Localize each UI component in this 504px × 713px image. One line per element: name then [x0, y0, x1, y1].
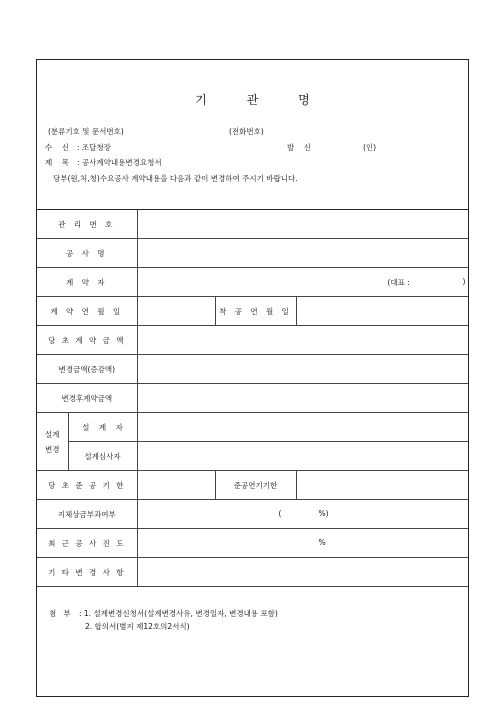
penalty-percent: %) — [318, 509, 329, 518]
title-char-1: 기 — [195, 93, 209, 107]
row-contractor — [37, 268, 468, 297]
initial-amount-label: 당 초 계 약 금 액 — [37, 326, 137, 355]
row-other — [37, 558, 468, 587]
representative-open: (대표 : — [387, 278, 410, 287]
representative-close: ) — [462, 277, 466, 286]
attachment-item-2: 2. 합의서(별지 제12호의2서식) — [85, 622, 190, 631]
design-change-label — [37, 413, 68, 471]
progress-field[interactable] — [137, 529, 468, 558]
row-dates — [37, 297, 468, 326]
contract-date-label: 계 약 연 월 일 — [37, 297, 137, 326]
extension-field[interactable] — [296, 471, 468, 500]
penalty-field[interactable] — [137, 500, 468, 529]
start-date-label: 착 공 연 월 일 — [215, 297, 296, 326]
recipient-label: 수 신 — [45, 143, 70, 152]
design-change-line-2: 변경 — [45, 444, 60, 454]
project-name-label: 공 사 명 — [37, 239, 137, 268]
row-change-amount — [37, 355, 468, 384]
change-amount-label: 변경금액(증감액) — [37, 355, 137, 384]
initial-amount-field[interactable] — [137, 326, 468, 355]
title-char-2: 관 — [246, 93, 261, 107]
mgmt-no-field[interactable] — [137, 210, 468, 239]
mgmt-no-label: 관 리 번 호 — [37, 210, 137, 239]
initial-completion-field[interactable] — [137, 471, 215, 500]
row-reviewer — [37, 442, 468, 471]
penalty-label: 지체상금부과여부 — [37, 500, 137, 529]
phone-label: (전화번호) — [229, 127, 264, 136]
row-initial-amount — [37, 326, 468, 355]
contractor-label: 계 약 자 — [37, 268, 137, 297]
start-date-field[interactable] — [296, 297, 468, 326]
row-after-amount — [37, 384, 468, 413]
row-mgmt-no — [37, 210, 468, 239]
project-name-field[interactable] — [137, 239, 468, 268]
row-progress — [37, 529, 468, 558]
document-frame — [36, 59, 469, 697]
body-text: 당부(원,처,청)수요공사 계약내용을 다음과 같이 변경하여 주시기 바랍니다. — [53, 174, 298, 183]
title-char-3: 명 — [298, 93, 312, 107]
designer-field[interactable] — [137, 413, 468, 442]
progress-percent: % — [318, 538, 326, 547]
after-amount-field[interactable] — [137, 384, 468, 413]
reviewer-label: 설계심사자 — [68, 442, 137, 471]
design-change-line-1: 설계 — [45, 429, 60, 439]
recipient-value: : 조달청장 — [77, 143, 111, 152]
contractor-field[interactable] — [137, 268, 468, 297]
row-project-name — [37, 239, 468, 268]
subject-value: : 공사계약내용변경요청서 — [77, 158, 162, 167]
row-penalty — [37, 500, 468, 529]
change-amount-field[interactable] — [137, 355, 468, 384]
other-changes-field[interactable] — [137, 558, 468, 587]
row-completion — [37, 471, 468, 500]
row-designer — [37, 413, 468, 442]
attachment-item-1: : 1. 설계변경신청서(설계변경사유, 변경일자, 변경내용 포함) — [79, 609, 278, 618]
sender-label: 발 신 — [287, 143, 312, 152]
reviewer-field[interactable] — [137, 442, 468, 471]
contract-date-field[interactable] — [137, 297, 215, 326]
subject-label: 제 목 — [45, 158, 70, 167]
initial-completion-label: 당 초 준 공 기 한 — [37, 471, 137, 500]
penalty-open: ( — [278, 509, 282, 518]
doc-code-label: (분류기호 및 문서번호) — [48, 127, 124, 136]
progress-label: 최 근 공 사 진 도 — [37, 529, 137, 558]
seal-label: (인) — [363, 143, 377, 152]
form-table — [37, 209, 468, 587]
page-title — [37, 91, 470, 108]
extension-label: 준공연기기한 — [215, 471, 296, 500]
after-amount-label: 변경후계약금액 — [37, 384, 137, 413]
attachment-label: 첨 부 — [49, 609, 71, 618]
designer-label: 설 계 자 — [68, 413, 137, 442]
other-changes-label: 기 타 변 경 사 항 — [37, 558, 137, 587]
